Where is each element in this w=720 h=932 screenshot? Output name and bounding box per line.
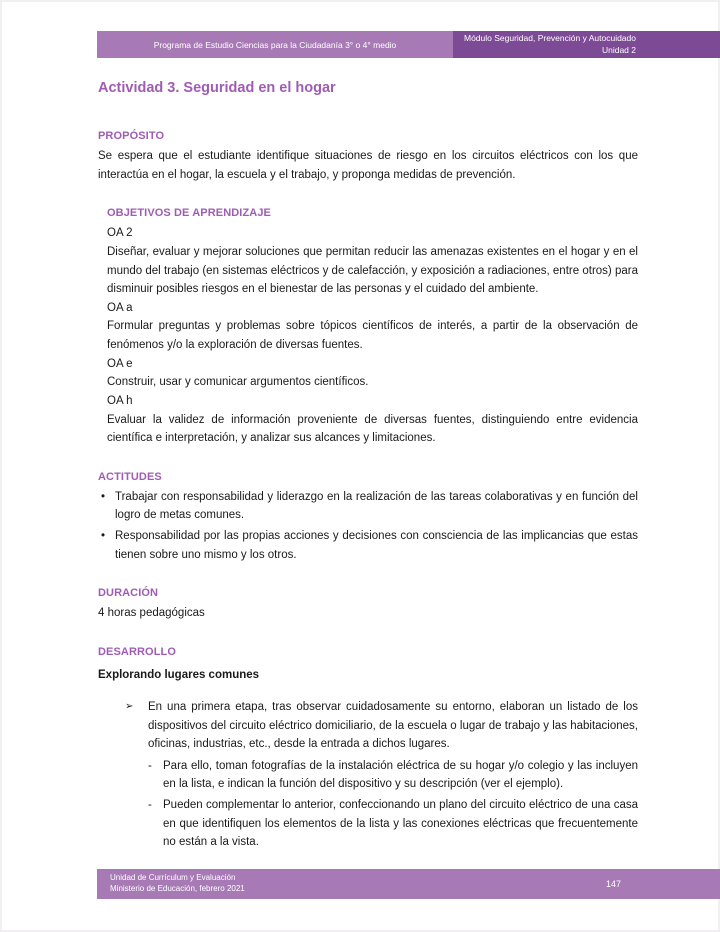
oa-text: Evaluar la validez de información proveniente de diversas fuentes, distinguiendo entre evidencia científica e interpretación, y analizar sus alcances y limitaciones. — [107, 413, 638, 445]
arrow-bullet-icon: ➢ — [125, 700, 134, 712]
footer-line2: Ministerio de Educación, febrero 2021 — [110, 884, 245, 893]
oa-code: OA 2 — [107, 227, 133, 240]
list-item — [98, 527, 638, 564]
footer-line1: Unidad de Currículum y Evaluación — [110, 873, 236, 883]
bullet-text: Trabajar con responsabilidad y liderazgo en la realización de las tareas colaborativas y en función del logro de metas comunes. — [115, 490, 638, 522]
header-module-banner — [453, 31, 720, 58]
header-unit-text: Unidad 2 — [601, 44, 636, 55]
desarrollo-subheading: Explorando lugares comunes — [98, 668, 260, 681]
dash-bullet-text: Para ello, toman fotografías de la instalación eléctrica de su hogar y/o colegio y las incluyen en la lista, e indican la función del dispositivo y su descripción (ver el ejemplo). — [163, 759, 638, 791]
list-item — [125, 698, 638, 754]
oa-item — [107, 355, 638, 392]
page-number: 147 — [605, 879, 621, 889]
bullet-icon: • — [101, 530, 106, 542]
section-actitudes — [98, 471, 638, 565]
bullet-icon: • — [101, 490, 106, 503]
header-program-text: Programa de Estudio Ciencias para la Ciudadanía 3° o 4° medio — [153, 39, 397, 50]
section-desarrollo — [98, 646, 638, 852]
oa-code: OA a — [107, 301, 133, 314]
oa-item — [107, 392, 638, 448]
oa-text: Diseñar, evaluar y mejorar soluciones que permitan reducir las amenazas existentes en el hogar y en el mundo del trabajo (en sistemas eléctricos y de calefacción, y exposición a radiaciones, entre otros) para disminuir posibles riesgos en el bienestar de las personas y el cuidado del ambiente. — [107, 245, 638, 296]
proposito-body: Se espera que el estudiante identifique situaciones de riesgo en los circuitos eléctricos con los que interactúa en el hogar, la escuela y el trabajo, y proponga medidas de prevención. — [98, 150, 638, 181]
section-heading-duracion: DURACIÓN — [98, 587, 159, 600]
duracion-body: 4 horas pedagógicas — [98, 607, 205, 620]
footer-credits — [97, 873, 245, 895]
list-item — [98, 488, 638, 525]
list-item — [148, 757, 638, 794]
section-heading-objetivos: OBJETIVOS DE APRENDIZAJE — [107, 207, 271, 220]
bullet-text: Responsabilidad por las propias acciones y decisiones con consciencia de las implicancias que estas tienen sobre uno mismo y los otros. — [115, 530, 638, 561]
footer-bar — [97, 869, 720, 899]
header-module-text: Módulo Seguridad, Prevención y Autocuidado — [463, 33, 636, 44]
dash-bullet-text: Pueden complementar lo anterior, confeccionando un plano del circuito eléctrico de una casa en que identifiquen los elementos de la lista y las conexiones eléctricas que frecuentemente no están a la vista. — [163, 799, 638, 849]
oa-text: Formular preguntas y problemas sobre tópicos científicos de interés, a partir de la observación de fenómenos y/o la exploración de diversas fuentes. — [107, 320, 638, 351]
oa-code: OA e — [107, 357, 133, 370]
list-item — [148, 796, 638, 852]
section-duracion — [98, 587, 638, 623]
oa-item — [107, 299, 638, 355]
oa-text: Construir, usar y comunicar argumentos científicos. — [107, 376, 369, 389]
dash-bullet-icon: - — [148, 799, 152, 811]
dash-bullet-icon: - — [148, 759, 152, 772]
section-proposito — [98, 130, 638, 184]
oa-item — [107, 224, 638, 299]
oa-code: OA h — [107, 394, 133, 407]
arrow-bullet-text: En una primera etapa, tras observar cuidadosamente su entorno, elaboran un listado de los dispositivos del circuito eléctrico domiciliario, de la escuela o lugar de trabajo y las habitaciones, oficinas, industrias, etc., desde la entrada a dichos lugares. — [148, 700, 638, 751]
section-heading-desarrollo: DESARROLLO — [98, 645, 176, 658]
section-heading-proposito: PROPÓSITO — [98, 130, 165, 142]
header-banners — [97, 31, 720, 58]
section-objetivos — [107, 207, 638, 448]
header-program-banner — [97, 31, 453, 58]
page-title: Actividad 3. Seguridad en el hogar — [98, 80, 336, 96]
document-content — [98, 80, 638, 875]
section-heading-actitudes: ACTITUDES — [98, 470, 162, 483]
